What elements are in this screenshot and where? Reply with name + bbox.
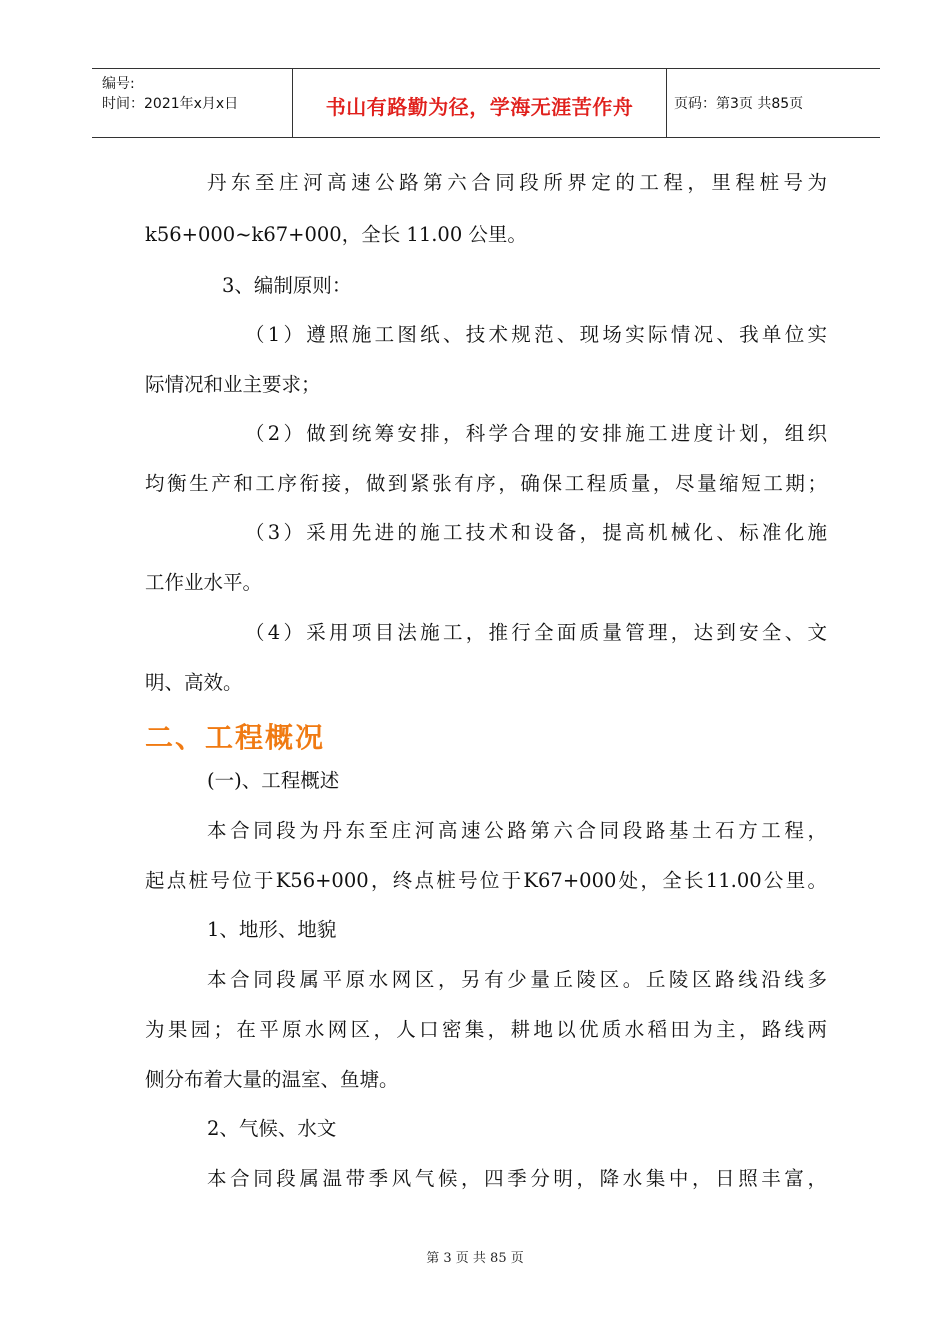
page-footer: 第 3 页 共 85 页 bbox=[426, 1251, 524, 1266]
principle-2-line1: （2）做到统筹安排，科学合理的安排施工进度计划，组织 bbox=[245, 422, 827, 445]
terrain-line2: 为果园；在平原水网区，人口密集，耕地以优质水稻田为主，路线两 bbox=[145, 1018, 827, 1041]
terrain-line1: 本合同段属平原水网区，另有少量丘陵区。丘陵区路线沿线多 bbox=[207, 968, 827, 991]
header-motto: 书山有路勤为径，学海无涯苦作舟 bbox=[325, 95, 634, 119]
terrain-line3: 侧分布着大量的温室、鱼塘。 bbox=[145, 1068, 399, 1091]
overview-line1: 本合同段为丹东至庄河高速公路第六合同段路基土石方工程， bbox=[207, 819, 827, 842]
principle-4-line1: （4）采用项目法施工，推行全面质量管理，达到安全、文 bbox=[245, 621, 827, 644]
document-header bbox=[92, 68, 880, 138]
subsection-title: (一)、工程概述 bbox=[207, 769, 340, 792]
principle-3-line2: 工作业水平。 bbox=[145, 571, 263, 594]
terrain-heading: 1、地形、地貌 bbox=[207, 918, 337, 941]
paragraph-scope-line1: 丹东至庄河高速公路第六合同段所界定的工程，里程桩号为 bbox=[207, 171, 827, 194]
principle-1-line2: 际情况和业主要求； bbox=[145, 373, 321, 396]
header-page-cell bbox=[666, 69, 880, 137]
paragraph-scope-line2: k56+000~k67+000，全长 11.00 公里。 bbox=[145, 223, 527, 246]
time-label: 时间：2021年x月x日 bbox=[102, 96, 239, 112]
header-motto-cell bbox=[292, 69, 667, 137]
principle-4-line2: 明、高效。 bbox=[145, 671, 243, 694]
principles-heading: 3、编制原则： bbox=[222, 274, 352, 297]
climate-line1: 本合同段属温带季风气候，四季分明，降水集中，日照丰富， bbox=[207, 1167, 827, 1190]
number-label: 编号: bbox=[102, 76, 135, 92]
principle-2-line2: 均衡生产和工序衔接，做到紧张有序，确保工程质量，尽量缩短工期； bbox=[145, 472, 827, 495]
header-meta-cell bbox=[92, 69, 292, 137]
principle-1-line1: （1）遵照施工图纸、技术规范、现场实际情况、我单位实 bbox=[245, 323, 827, 346]
overview-line2: 起点桩号位于K56+000，终点桩号位于K67+000处，全长11.00公里。 bbox=[145, 869, 827, 892]
section-title: 二、工程概况 bbox=[145, 721, 326, 754]
climate-heading: 2、气候、水文 bbox=[207, 1117, 337, 1140]
principle-3-line1: （3）采用先进的施工技术和设备，提高机械化、标准化施 bbox=[245, 521, 827, 544]
header-page-info: 页码：第3页 共85页 bbox=[674, 96, 804, 112]
